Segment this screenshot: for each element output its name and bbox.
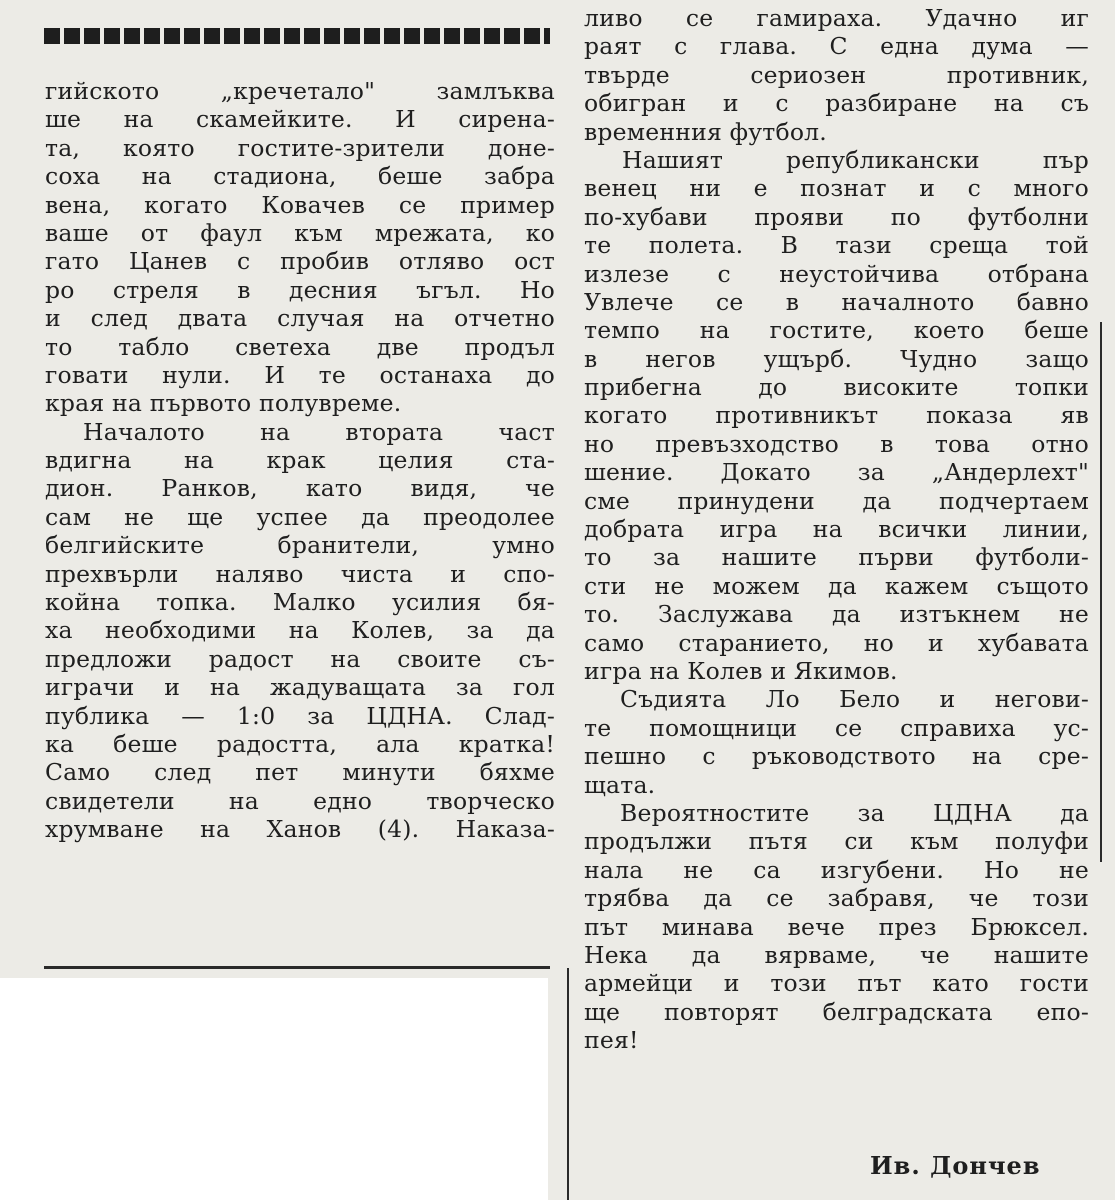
text-line: прехвърли наляво чиста и спо- <box>45 559 555 588</box>
text-line: продължи пътя си към полуфи <box>584 827 1089 856</box>
article-left-column <box>45 77 555 844</box>
text-line: говати нули. И те останаха до <box>45 360 555 389</box>
text-line: то за нашите първи футболи- <box>584 543 1089 572</box>
decorative-header-rule <box>44 28 550 44</box>
text-line: гийското „кречетало" замлъква <box>45 77 555 105</box>
text-line: временния футбол. <box>584 117 827 146</box>
text-line: Увлече се в началното бавно <box>584 287 1089 316</box>
text-line: щата. <box>584 770 656 799</box>
text-line: излезе с неустойчива отбрана <box>584 259 1089 288</box>
text-line: ха необходими на Колев, за да <box>45 616 555 645</box>
text-line: сти не можем да кажем същото <box>584 571 1089 600</box>
text-line: края на първото полувреме. <box>45 389 402 418</box>
text-line: те помощници се справиха ус- <box>584 713 1089 742</box>
text-line: дион. Ранков, като видя, че <box>45 474 555 503</box>
text-line: сам не ще успее да преодолее <box>45 502 555 531</box>
text-line: ливо се гамираха. Удачно иг <box>584 4 1089 32</box>
text-line: те полета. В тази среща той <box>584 231 1089 260</box>
author-byline: Ив. Дончев <box>870 1151 1041 1180</box>
column-bottom-rule <box>44 966 550 969</box>
text-line: та, която гостите-зрители доне- <box>45 133 555 162</box>
text-line: когато противникът показа яв <box>584 401 1089 430</box>
text-line: ше на скамейките. И сирена- <box>45 105 555 134</box>
text-line: публика — 1:0 за ЦДНА. Слад- <box>45 701 555 730</box>
text-line: темпо на гостите, което беше <box>584 316 1089 345</box>
text-line: раят с глава. С една дума — <box>584 32 1089 61</box>
text-line: Нека да вярваме, че нашите <box>584 940 1089 969</box>
text-line: Вероятностите за ЦДНА да <box>620 798 1089 827</box>
text-line: хрумване на Ханов (4). Наказа- <box>45 815 555 844</box>
text-line: пешно с ръководството на сре- <box>584 742 1089 771</box>
text-line: Съдията Ло Бело и негови- <box>620 685 1089 714</box>
text-line: обигран и с разбиране на съ <box>584 89 1089 118</box>
text-line: сме принудени да подчертаем <box>584 486 1089 515</box>
text-line: път минава вече през Брюксел. <box>584 912 1089 941</box>
text-line: пея! <box>584 1026 639 1055</box>
text-line: ро стреля в десния ъгъл. Но <box>45 275 555 304</box>
text-line: по-хубави прояви по футболни <box>584 202 1089 231</box>
text-line: Само след пет минути бяхме <box>45 758 555 787</box>
text-line: добрата игра на всички линии, <box>584 515 1089 544</box>
text-line: венец ни е познат и с много <box>584 174 1089 203</box>
text-line: предложи радост на своите съ- <box>45 644 555 673</box>
column-divider-line <box>567 968 569 1200</box>
article-right-column <box>584 4 1089 1054</box>
text-line: и след двата случая на отчетно <box>45 304 555 333</box>
text-line: играчи и на жадуващата за гол <box>45 673 555 702</box>
text-line: само старанието, но и хубавата <box>584 628 1089 657</box>
text-line: вена, когато Ковачев се пример <box>45 190 555 219</box>
text-line: соха на стадиона, беше забра <box>45 162 555 191</box>
text-line: ка беше радостта, ала кратка! <box>45 729 555 758</box>
text-line: но превъзходство в това отно <box>584 429 1089 458</box>
text-line: вдигна на крак целия ста- <box>45 446 555 475</box>
text-line: прибегна до високите топки <box>584 373 1089 402</box>
text-line: трябва да се забравя, че този <box>584 884 1089 913</box>
text-line: свидетели на едно творческо <box>45 786 555 815</box>
text-line: Началото на втората част <box>83 417 555 446</box>
text-line: ще повторят белградската епо- <box>584 997 1089 1026</box>
text-line: то табло светеха две продъл <box>45 332 555 361</box>
text-line: армейци и този път като гости <box>584 969 1089 998</box>
text-line: то. Заслужава да изтъкнем не <box>584 600 1089 629</box>
text-line: нала не са изгубени. Но не <box>584 855 1089 884</box>
text-line: твърде сериозен противник, <box>584 60 1089 89</box>
text-line: Нашият републикански пър <box>622 145 1089 174</box>
text-line: в негов ущърб. Чудно защо <box>584 344 1089 373</box>
text-line: ваше от фаул към мрежата, ко <box>45 218 555 247</box>
text-line: белгийските бранители, умно <box>45 531 555 560</box>
margin-line <box>1100 322 1102 862</box>
text-line: койна топка. Малко усилия бя- <box>45 588 555 617</box>
text-line: гато Цанев с пробив отляво ост <box>45 247 555 276</box>
text-line: шение. Докато за „Андерлехт" <box>584 458 1089 487</box>
text-line: игра на Колев и Якимов. <box>584 656 898 685</box>
